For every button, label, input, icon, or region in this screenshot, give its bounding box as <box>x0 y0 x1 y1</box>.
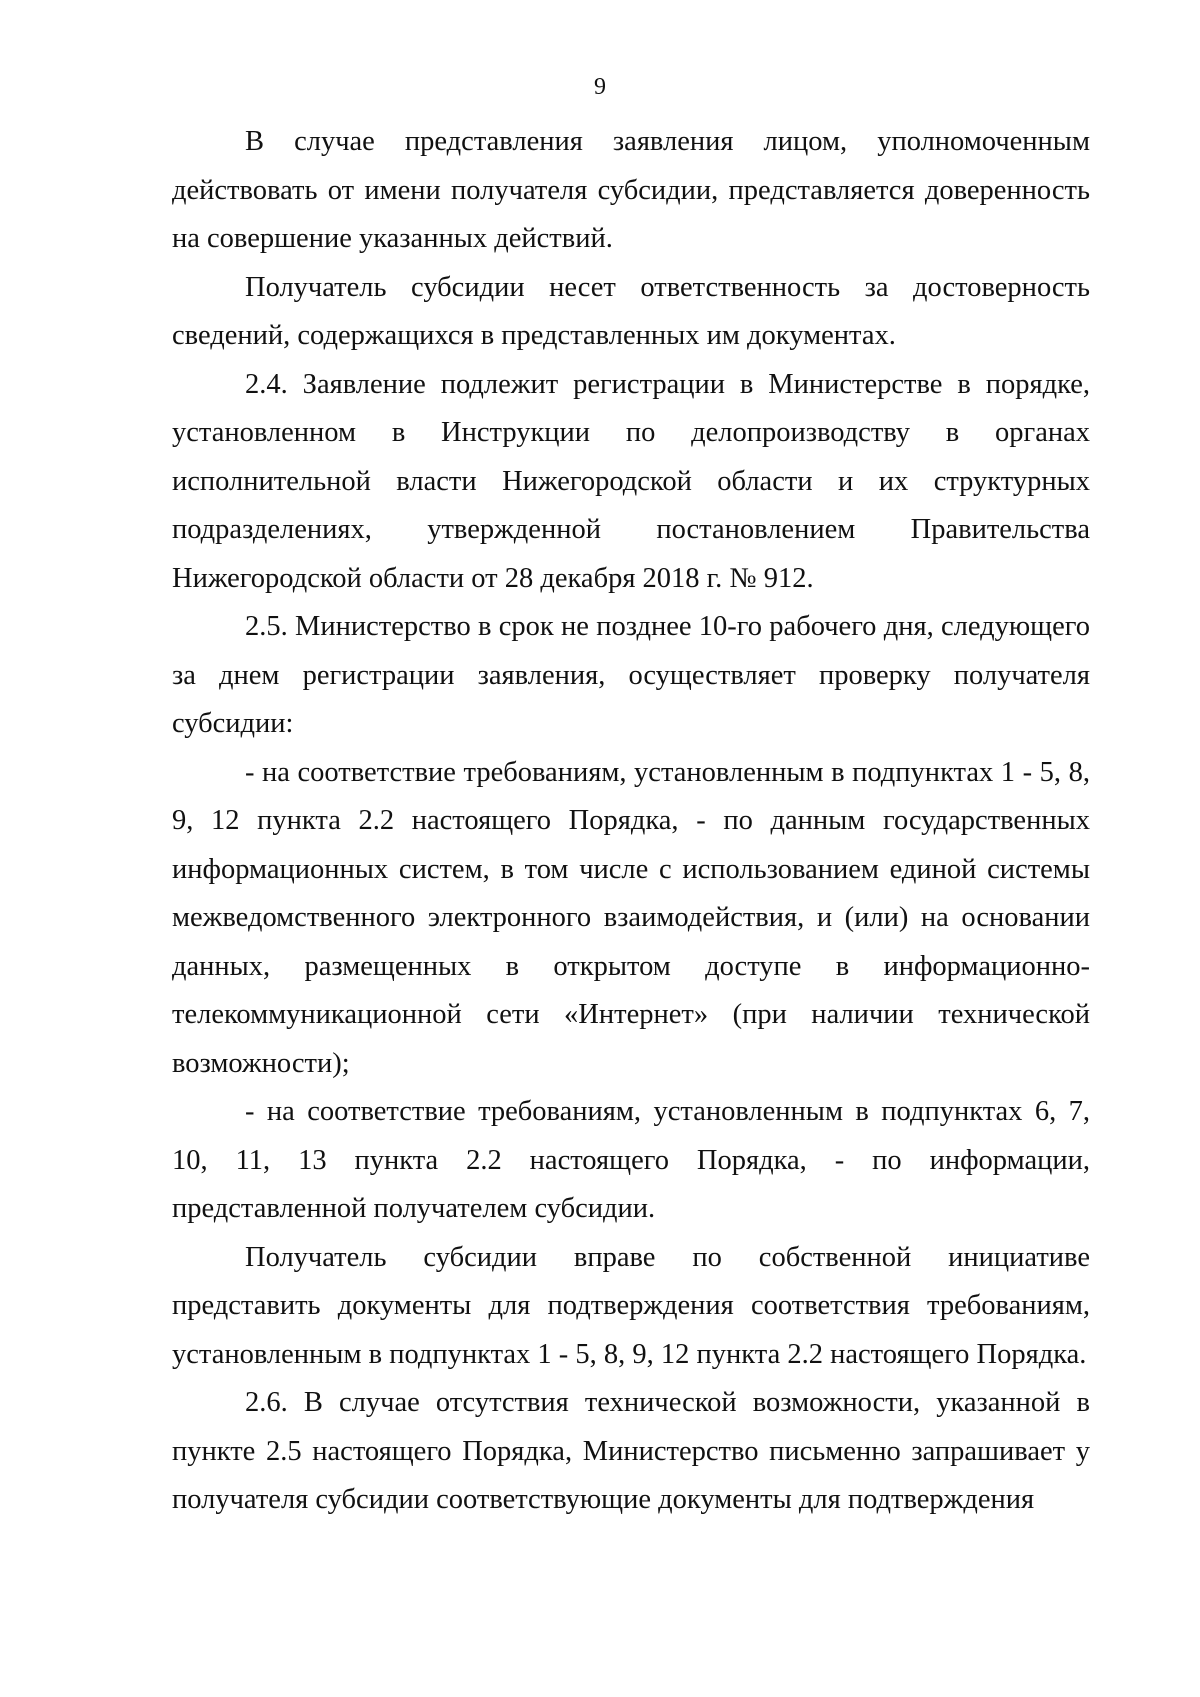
paragraph-recipient-responsibility: Получатель субсидии несет ответственность за достоверность сведений, содержащихся в представленных им документах. <box>172 271 1090 351</box>
paragraph-2-5-verification: 2.5. Министерство в срок не позднее 10-го рабочего дня, следующего за днем регистрации заявления, осуществляет проверку получателя субсидии: <box>172 611 1090 739</box>
paragraph-power-of-attorney: В случае представления заявления лицом, уполномоченным действовать от имени получателя субсидии, представляется доверенность на совершение указанных действий. <box>172 126 1090 254</box>
page-number: 9 <box>594 74 606 100</box>
paragraph-2-6-document-request: 2.6. В случае отсутствия технической возможности, указанной в пункте 2.5 настоящего Порядка, Министерство письменно запрашивает у получателя субсидии соответствующие документы для подтверждения <box>172 1387 1090 1515</box>
paragraph-voluntary-documents: Получатель субсидии вправе по собственной инициативе представить документы для подтверждения соответствия требованиям, установленным в подпунктах 1 - 5, 8, 9, 12 пункта 2.2 настоящего Порядка. <box>172 1241 1090 1370</box>
paragraph-2-4-registration: 2.4. Заявление подлежит регистрации в Министерстве в порядке, установленном в Инструкции по делопроизводству в органах исполнительной власти Нижегородской области и их структурных подразделениях, утвержденной постановлением Правительства Нижегородской области от 28 декабря 2018 г. № 912. <box>172 368 1090 594</box>
list-item-recipient-info-check: - на соответствие требованиям, установленным в подпунктах 6, 7, 10, 11, 13 пункта 2.2 настоящего Порядка, - по информации, представленной получателем субсидии. <box>172 1096 1090 1224</box>
document-body <box>172 118 1090 1525</box>
list-item-state-systems-check: - на соответствие требованиям, установленным в подпунктах 1 - 5, 8, 9, 12 пункта 2.2 настоящего Порядка, - по данным государственных информационных систем, в том числе с использованием единой системы межведомственного электронного взаимодействия, и (или) на основании данных, размещенных в открытом доступе в информационно-телекоммуникационной сети «Интернет» (при наличии технической возможности); <box>172 756 1090 1079</box>
